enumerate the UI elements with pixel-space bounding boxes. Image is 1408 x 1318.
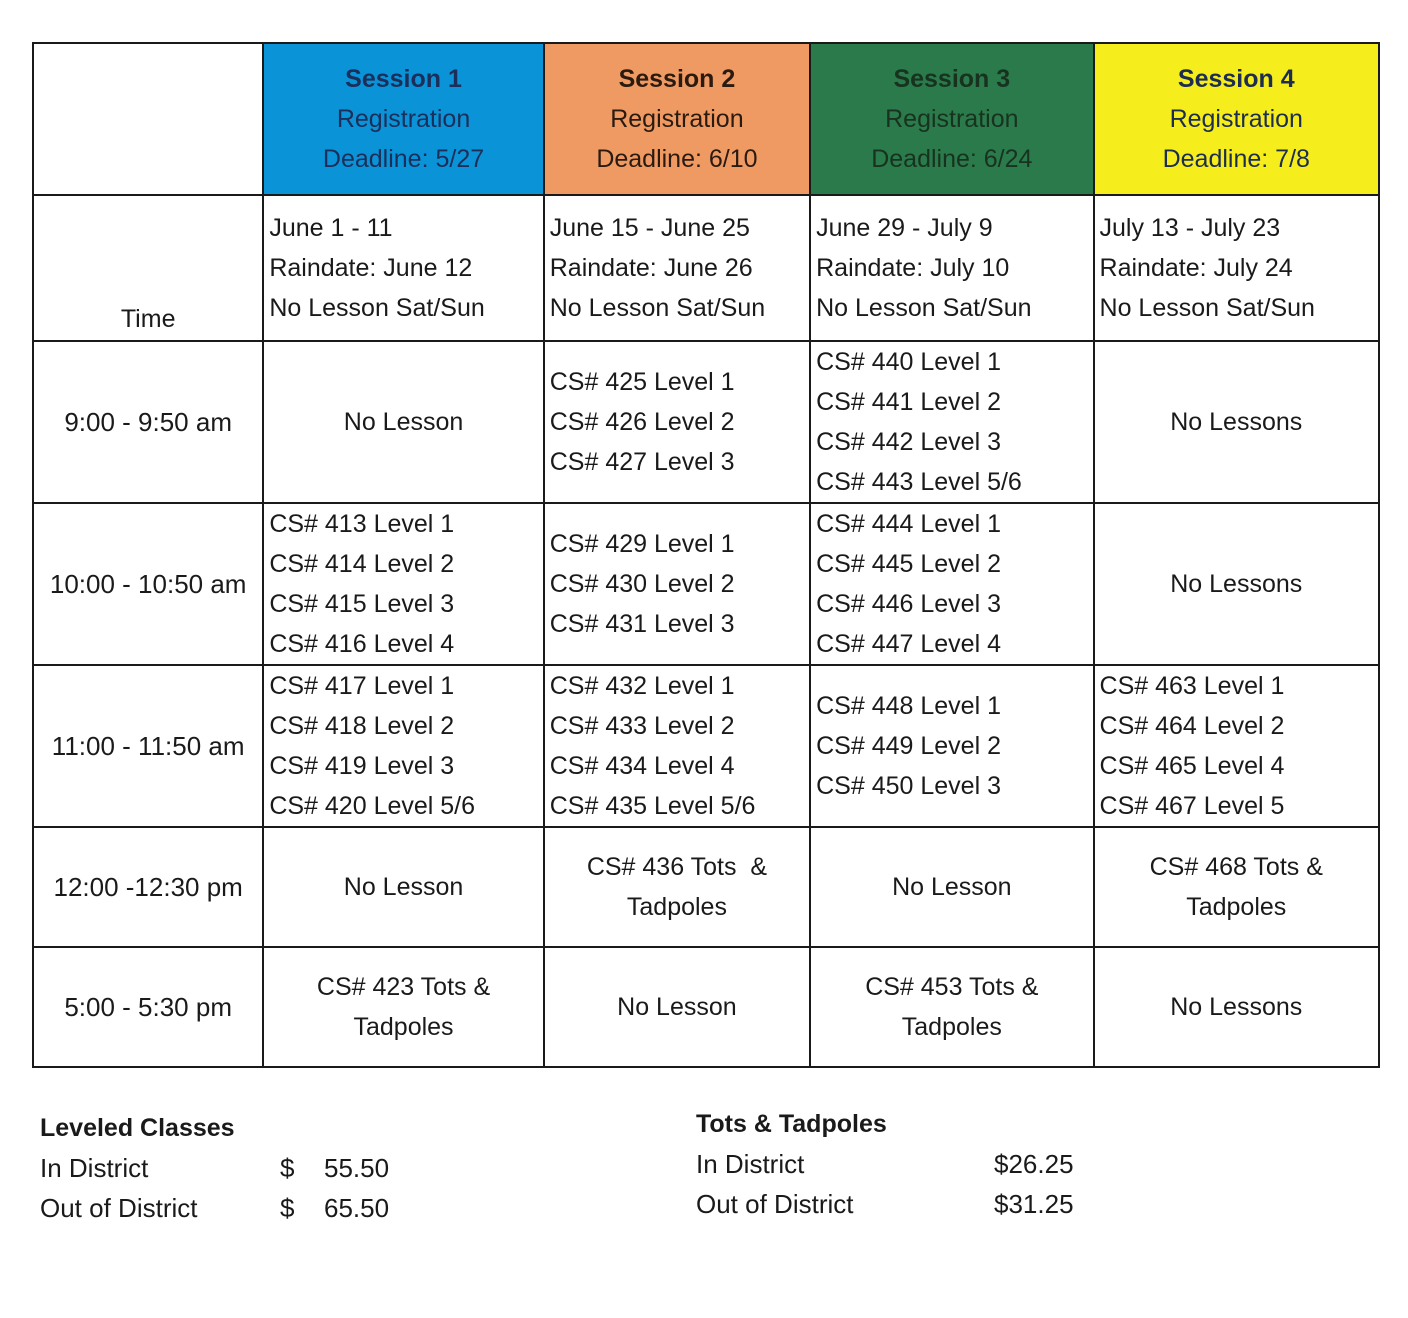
time-slot-row (33, 947, 1379, 1067)
schedule-cell (1094, 827, 1379, 947)
session-raindate: Raindate: July 24 (1099, 254, 1293, 282)
session-date-range: June 15 - June 25 (549, 214, 750, 242)
class-entry: CS# 418 Level 2 (269, 712, 455, 740)
price-value: 55.50 (324, 1153, 390, 1183)
price-value: $26.25 (994, 1149, 1074, 1179)
class-entry: CS# 431 Level 3 (549, 610, 735, 638)
session-deadline: Deadline: 6/24 (871, 145, 1033, 173)
class-entry: CS# 440 Level 1 (816, 348, 1001, 376)
price-value: $31.25 (994, 1189, 1074, 1219)
class-entry: CS# 434 Level 4 (549, 752, 735, 780)
class-entry: CS# 468 Tots & (1149, 853, 1323, 881)
schedule-cell (544, 665, 810, 827)
schedule-cell (263, 665, 543, 827)
pricing-row-out-of-district (696, 1184, 1116, 1224)
session-date-range: June 1 - 11 (269, 214, 393, 242)
session-name: Session 3 (893, 65, 1011, 93)
class-entry: CS# 416 Level 4 (269, 630, 455, 658)
session-4-dates (1094, 195, 1379, 341)
class-entry: CS# 465 Level 4 (1099, 752, 1285, 780)
pricing-row-out-of-district (40, 1188, 460, 1228)
session-deadline: Deadline: 5/27 (322, 145, 485, 173)
time-slot-label: 12:00 -12:30 pm (33, 827, 263, 947)
session-registration: Registration (885, 105, 1019, 133)
class-entry: Tadpoles (901, 1013, 1002, 1041)
schedule-cell (810, 665, 1093, 827)
pricing-title: Leveled Classes (40, 1114, 235, 1142)
class-entry: CS# 445 Level 2 (816, 550, 1001, 578)
price-value: 65.50 (324, 1193, 390, 1223)
class-entry: CS# 442 Level 3 (816, 428, 1001, 456)
schedule-cell (263, 341, 543, 503)
schedule-cell (544, 947, 810, 1067)
class-entry: Tadpoles (626, 893, 727, 921)
time-slot-label: 9:00 - 9:50 am (33, 341, 263, 503)
session-registration: Registration (336, 105, 471, 133)
time-slot-row (33, 665, 1379, 827)
schedule-cell (810, 341, 1093, 503)
corner-cell (33, 43, 263, 195)
class-entry: CS# 413 Level 1 (269, 510, 455, 538)
class-entry: CS# 425 Level 1 (549, 368, 735, 396)
session-deadline: Deadline: 7/8 (1162, 145, 1310, 173)
class-entry: Tadpoles (1186, 893, 1287, 921)
session-raindate: Raindate: June 12 (269, 254, 473, 282)
session-registration: Registration (1169, 105, 1303, 133)
time-slot-label: 5:00 - 5:30 pm (33, 947, 263, 1067)
session-registration: Registration (610, 105, 744, 133)
session-note: No Lesson Sat/Sun (269, 294, 485, 322)
schedule-cell (1094, 503, 1379, 665)
currency-symbol: $ (280, 1193, 295, 1223)
pricing-amount (280, 1148, 389, 1188)
session-date-range: July 13 - July 23 (1099, 214, 1281, 242)
class-entry: Tadpoles (353, 1013, 454, 1041)
schedule-cell (810, 827, 1093, 947)
class-entry: CS# 433 Level 2 (549, 712, 735, 740)
class-entry: CS# 429 Level 1 (549, 530, 735, 558)
session-2-dates (544, 195, 810, 341)
pricing-label: In District (40, 1153, 149, 1183)
time-column-header: Time (33, 195, 263, 341)
session-1-dates (263, 195, 543, 341)
class-entry: No Lessons (1170, 408, 1303, 436)
session-3-header (810, 43, 1093, 195)
class-entry: No Lesson (343, 873, 464, 901)
session-name: Session 2 (618, 65, 736, 93)
class-entry: CS# 444 Level 1 (816, 510, 1001, 538)
class-entry: CS# 464 Level 2 (1099, 712, 1285, 740)
schedule-cell (1094, 947, 1379, 1067)
class-entry: CS# 426 Level 2 (549, 408, 735, 436)
swim-lesson-schedule-table (32, 42, 1380, 1068)
class-entry: CS# 417 Level 1 (269, 672, 455, 700)
class-entry: CS# 427 Level 3 (549, 448, 735, 476)
session-note: No Lesson Sat/Sun (549, 294, 766, 322)
currency-symbol: $ (280, 1153, 295, 1183)
session-raindate: Raindate: July 10 (816, 254, 1010, 282)
pricing-title: Tots & Tadpoles (696, 1110, 887, 1138)
session-dates-row (33, 195, 1379, 341)
schedule-cell (810, 947, 1093, 1067)
schedule-cell (1094, 341, 1379, 503)
class-entry: CS# 447 Level 4 (816, 630, 1001, 658)
time-slot-row (33, 503, 1379, 665)
session-name: Session 1 (345, 65, 462, 93)
session-raindate: Raindate: June 26 (549, 254, 753, 282)
schedule-cell (544, 503, 810, 665)
class-entry: CS# 467 Level 5 (1099, 792, 1285, 820)
class-entry: CS# 432 Level 1 (549, 672, 735, 700)
class-entry: CS# 446 Level 3 (816, 590, 1001, 618)
session-1-header (263, 43, 543, 195)
class-entry: No Lessons (1170, 993, 1303, 1021)
class-entry: CS# 450 Level 3 (816, 772, 1001, 800)
class-entry: CS# 453 Tots & (865, 973, 1039, 1001)
schedule-cell (544, 341, 810, 503)
class-entry: CS# 449 Level 2 (816, 732, 1001, 760)
session-note: No Lesson Sat/Sun (816, 294, 1032, 322)
class-entry: CS# 419 Level 3 (269, 752, 455, 780)
session-2-header (544, 43, 810, 195)
class-entry: CS# 448 Level 1 (816, 692, 1001, 720)
leveled-classes-pricing (40, 1108, 460, 1228)
class-entry: CS# 436 Tots & (586, 853, 768, 881)
class-entry: CS# 443 Level 5/6 (816, 468, 1022, 496)
session-4-header (1094, 43, 1379, 195)
class-entry: CS# 463 Level 1 (1099, 672, 1285, 700)
schedule-cell (810, 503, 1093, 665)
class-entry: CS# 414 Level 2 (269, 550, 455, 578)
schedule-cell (263, 503, 543, 665)
time-slot-row (33, 827, 1379, 947)
schedule-cell (263, 827, 543, 947)
class-entry: No Lesson (892, 873, 1012, 901)
schedule-cell (544, 827, 810, 947)
pricing-row-in-district (40, 1148, 460, 1188)
pricing-label: Out of District (40, 1193, 198, 1223)
class-entry: CS# 423 Tots & (316, 973, 491, 1001)
pricing-row-in-district (696, 1144, 1116, 1184)
class-entry: CS# 420 Level 5/6 (269, 792, 476, 820)
session-note: No Lesson Sat/Sun (1099, 294, 1315, 322)
class-entry: No Lesson (617, 993, 737, 1021)
class-entry: No Lesson (343, 408, 464, 436)
pricing-label: In District (696, 1149, 805, 1179)
pricing-amount (280, 1188, 389, 1228)
class-entry: CS# 430 Level 2 (549, 570, 735, 598)
class-entry: No Lessons (1170, 570, 1303, 598)
time-slot-row (33, 341, 1379, 503)
session-name: Session 4 (1177, 65, 1295, 93)
session-3-dates (810, 195, 1093, 341)
schedule-cell (1094, 665, 1379, 827)
schedule-cell (263, 947, 543, 1067)
class-entry: CS# 415 Level 3 (269, 590, 455, 618)
time-slot-label: 10:00 - 10:50 am (33, 503, 263, 665)
session-header-row (33, 43, 1379, 195)
class-entry: CS# 435 Level 5/6 (549, 792, 756, 820)
time-slot-label: 11:00 - 11:50 am (33, 665, 263, 827)
pricing-label: Out of District (696, 1189, 854, 1219)
class-entry: CS# 441 Level 2 (816, 388, 1001, 416)
session-deadline: Deadline: 6/10 (596, 145, 758, 173)
tots-tadpoles-pricing (696, 1104, 1116, 1224)
session-date-range: June 29 - July 9 (816, 214, 993, 242)
